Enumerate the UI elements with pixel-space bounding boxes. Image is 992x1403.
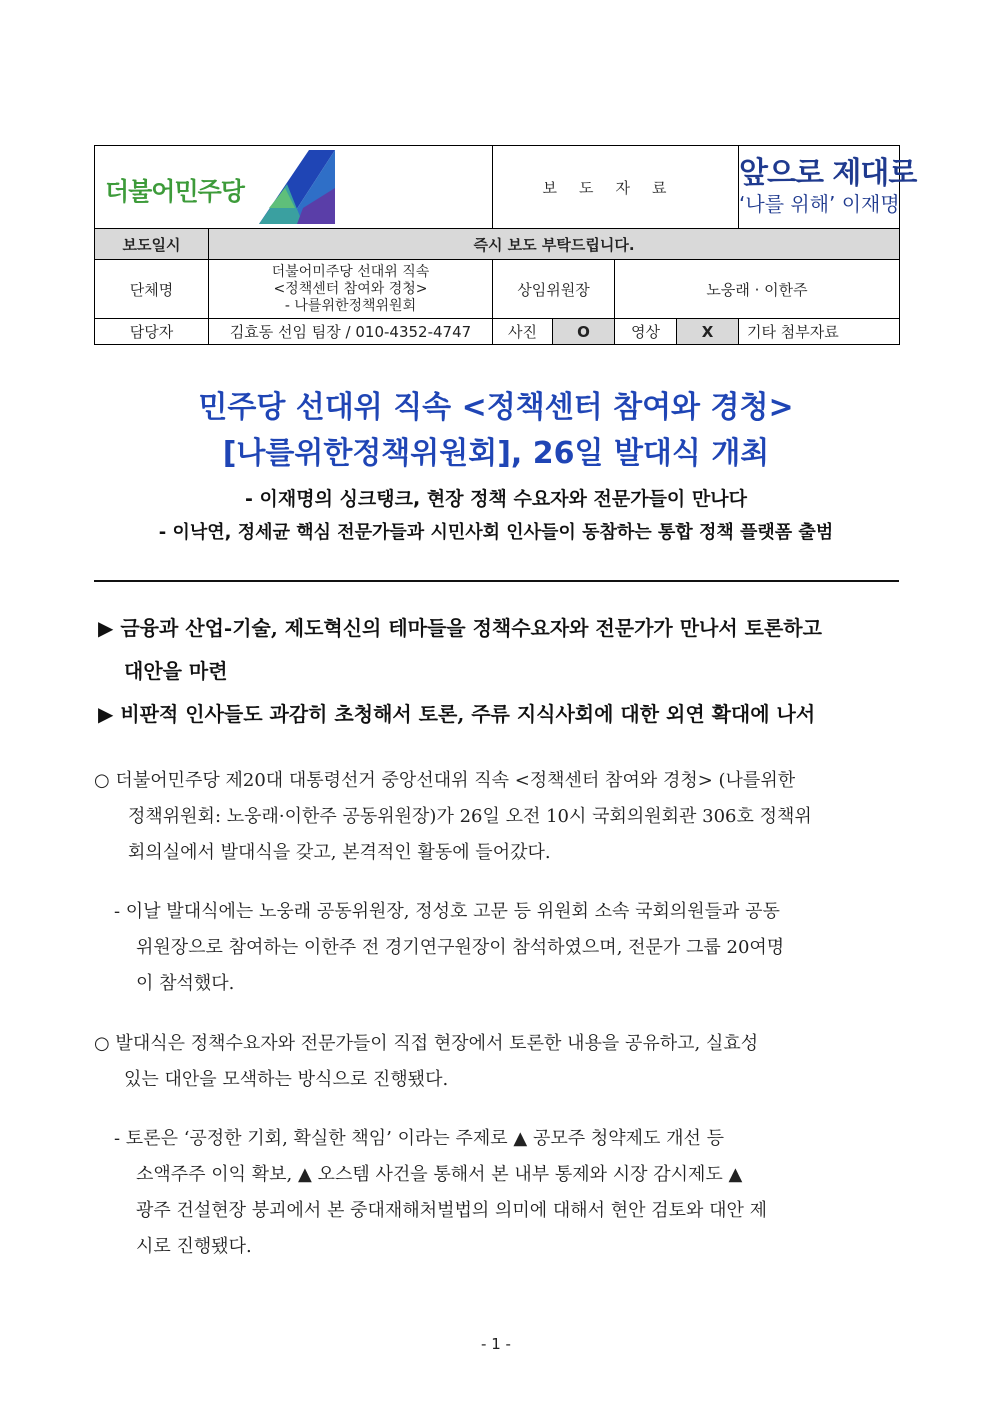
contact-value: 김효동 선임 팀장 / 010-4352-4747: [209, 319, 493, 345]
video-value: X: [677, 319, 739, 345]
slogan-sub: ‘나를 위해’ 이재명: [739, 192, 900, 216]
body-paragraph-2: 위원장으로 참여하는 이한주 전 경기연구원장이 참석하였으며, 전문가 그룹 20여명: [136, 937, 785, 958]
org-line: - 나를위한정책위원회: [284, 297, 417, 314]
org-line: <정책센터 참여와 경청>: [273, 280, 428, 297]
page-number: - 1 -: [481, 1335, 511, 1353]
body-paragraph-3: 있는 대안을 모색하는 방식으로 진행됐다.: [124, 1069, 449, 1090]
etc-attachment-label: 기타 첨부자료: [739, 319, 900, 345]
body-paragraph-4: 시로 진행됐다.: [136, 1236, 252, 1257]
org-value: [209, 260, 493, 319]
release-date-value: 즉시 보도 부탁드립니다.: [209, 229, 900, 260]
org-line: 더불어미주당 선대위 직속: [271, 263, 430, 280]
body-paragraph-3: ○ 발대식은 정책수요자와 전문가들이 직접 현장에서 토론한 내용을 공유하고, 실효성: [94, 1033, 759, 1054]
summary-bullet-1: ▶ 금융과 산업-기술, 제도혁신의 테마들을 정책수요자와 전문가가 만나서 토론하고: [98, 616, 822, 640]
body-paragraph-1: 회의실에서 발대식을 갖고, 본격적인 활동에 들어갔다.: [128, 842, 551, 863]
body-paragraph-4: 소액주주 이익 확보, ▲ 오스템 사건을 통해서 본 내부 통제와 시장 감시제도 ▲: [136, 1164, 743, 1185]
subheadline-1: - 이재명의 싱크탱크, 현장 정책 수요자와 전문가들이 만나다: [245, 488, 747, 510]
body-paragraph-4: - 토론은 ‘공정한 기회, 확실한 책임’ 이라는 주제로 ▲ 공모주 청약제도 개선 등: [114, 1128, 724, 1149]
body-paragraph-2: - 이날 발대식에는 노웅래 공동위원장, 정성호 고문 등 위원회 소속 국회의원들과 공동: [114, 901, 780, 922]
subheadline-2: - 이낙연, 정세균 핵심 전문가들과 시민사회 인사들이 동참하는 통합 정책 플랫폼 출범: [158, 522, 834, 543]
video-label: 영상: [615, 319, 677, 345]
headline-line-1: 민주당 선대위 직속 <정책센터 참여와 경청>: [198, 390, 794, 425]
contact-label: 담당자: [95, 319, 209, 345]
body-paragraph-4: 광주 건설현장 붕괴에서 본 중대재해처벌법의 의미에 대해서 현안 검토와 대안 제: [136, 1200, 768, 1221]
summary-bullet-1-cont: 대안을 마련: [124, 659, 228, 683]
chair-value: 노웅래 · 이한주: [615, 260, 900, 319]
headline-line-2: [나를위한정책위원회], 26일 발대식 개최: [222, 436, 770, 471]
org-label: 단체명: [95, 260, 209, 319]
body-paragraph-1: ○ 더불어민주당 제20대 대통령선거 중앙선대위 직속 <정책센터 참여와 경청> (나를위한: [94, 770, 796, 791]
chair-label: 상임위원장: [493, 260, 615, 319]
slogan-cell: [739, 146, 917, 229]
press-release-header-table: [94, 145, 917, 345]
photo-label: 사진: [493, 319, 553, 345]
slogan-main: 앞으로 제대로: [739, 156, 917, 191]
press-release-title: 보도자료: [493, 146, 739, 229]
party-logo-mark-icon: [247, 148, 339, 226]
release-date-label: 보도일시: [95, 229, 209, 260]
summary-bullet-2: ▶ 비판적 인사들도 과감히 초청해서 토론, 주류 지식사회에 대한 외연 확대에 나서: [98, 702, 816, 726]
party-logo-cell: [95, 146, 493, 229]
section-divider: [94, 580, 899, 582]
body-paragraph-2: 이 참석했다.: [136, 973, 235, 994]
party-logo-text: 더불어민주당: [105, 177, 244, 206]
photo-value: O: [553, 319, 615, 345]
body-paragraph-1: 정책위원회: 노웅래·이한주 공동위원장)가 26일 오전 10시 국회의원회관 306호 정책위: [128, 806, 812, 827]
